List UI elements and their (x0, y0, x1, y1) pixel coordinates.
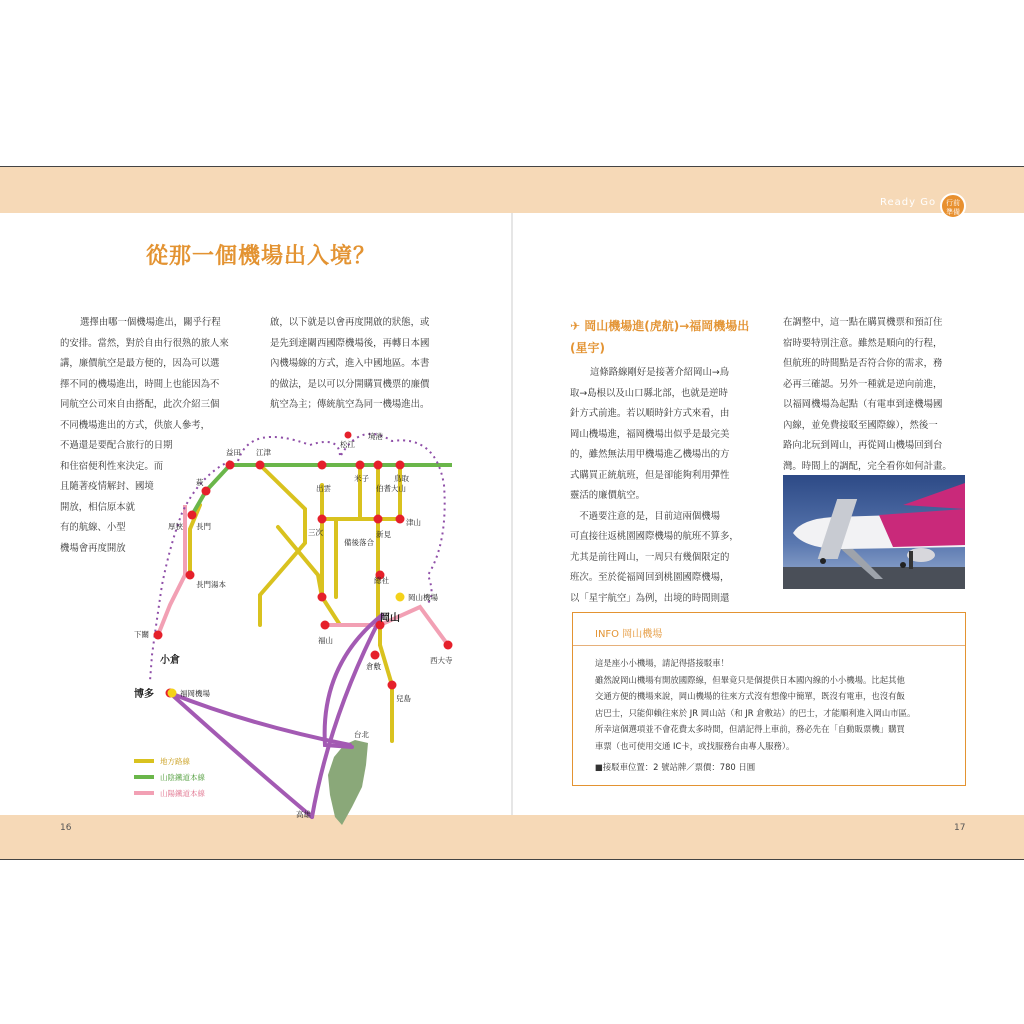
text-line: 內機場線的方式，進入中國地區。本書 (270, 358, 430, 369)
text-line: 必再三確認。另外一種就是逆向前進， (783, 378, 943, 390)
map-label: 岡山機場 (408, 593, 438, 602)
text-line: 班次。至於從福岡回到桃園國際機場， (570, 572, 730, 583)
map-label: 總社 (374, 576, 389, 585)
info-line: 店巴士，只能仰賴往來於 JR 岡山站（和 JR 倉敷站）的巴士，才能順利進入岡山市區。 (595, 707, 916, 718)
chapter-badge (940, 193, 966, 219)
text-line: 路向北玩到岡山，再從岡山機場回到台 (783, 440, 943, 451)
text-line: 同航空公司來自由搭配，此次介紹三個 (60, 399, 220, 410)
map-label: 米子 (354, 474, 369, 483)
left-page-number: 16 (60, 823, 72, 833)
text-line: 內線，並免費接駁至國際線），然後一 (783, 419, 938, 431)
text-line: 不過還是要配合旅行的日期 (60, 440, 173, 451)
text-line: 在調整中，這一點在購買機票和預訂住 (783, 317, 943, 328)
text-line: 以「星宇航空」為例，出境的時間則還 (570, 592, 730, 604)
text-line: 不同機場進出的方式，供旅人參考， (60, 419, 211, 431)
info-line: 所幸這個選項並不會花費太多時間，但請記得上車前，務必先在「自動販票機」購買 (595, 724, 905, 734)
airplane-photo (783, 475, 965, 589)
map-label: 萩 (196, 478, 204, 487)
text-line: 講，廉價航空是最方便的，因為可以選 (60, 358, 220, 369)
badge-line1: 行前 (946, 199, 960, 207)
page-title: 從那一個機場出入境？ (146, 244, 377, 269)
route-subhead (570, 315, 760, 359)
info-line: 雖然說岡山機場有開放國際線，但畢竟只是個提供日本國內線的小小機場。比起其他 (595, 674, 905, 685)
map-label: 鳥取 (394, 474, 409, 483)
taiwan-island (328, 740, 368, 825)
text-line: 開放，相信原本就 (60, 501, 136, 513)
map-label: 新見 (376, 530, 391, 539)
text-line: 靈活的廉價航空。 (570, 490, 646, 501)
map-label: 益田 (226, 448, 241, 457)
text-line: 但航班的時間點是否符合你的需求，務 (783, 358, 943, 369)
info-body (595, 655, 951, 754)
text-line: 不過要注意的是，目前這兩個機場 (570, 510, 721, 522)
map-label: 長門湯本 (196, 580, 226, 589)
right-column-2 (783, 313, 967, 477)
legend-label: 山陰鐵道本線 (160, 773, 205, 782)
text-line: 且隨著疫情解封、國境 (60, 481, 154, 492)
text-line: 可直接往返桃園國際機場的航班不算多， (570, 531, 739, 542)
info-divider (573, 645, 965, 646)
text-line: 擇不同的機場進出，時間上也能因為不 (60, 378, 220, 390)
info-heading: INFO 岡山機場 (595, 629, 663, 640)
book-spread (0, 166, 1024, 860)
subhead-text: 岡山機場進(虎航)→福岡機場出(星宇) (570, 319, 750, 355)
text-line: 有的航線、小型 (60, 522, 126, 533)
map-label: 境港 (368, 432, 383, 441)
map-label: 岡山 (380, 613, 400, 624)
map-label: 博多 (134, 689, 154, 700)
badge-line2: 準備 (946, 208, 960, 216)
text-line: 的安排。當然，對於自由行很熟的旅人來 (60, 337, 229, 349)
book-spine (511, 213, 513, 815)
text-line: 式購買正統航班，但是卻能夠利用彈性 (570, 469, 730, 481)
map-label: 西大寺 (430, 656, 453, 665)
text-line: 針方式前進。若以順時針方式來看，由 (570, 408, 730, 419)
map-label: 長門 (196, 522, 211, 531)
map-label: 津山 (406, 518, 421, 527)
text-line: 選擇由哪一個機場進出，關乎行程 (80, 317, 221, 328)
text-line: 的做法，是以可以分開購買機票的廉價 (270, 378, 430, 390)
map-label: 台北 (354, 730, 369, 739)
map-label: 福岡機場 (180, 689, 210, 698)
map-label: 出雲 (316, 484, 331, 493)
map-label: 小倉 (160, 655, 180, 666)
text-line: 取→島根以及山口縣北部，也就是逆時 (570, 387, 728, 399)
text-line: 宿時要特別注意。雖然是順向的行程， (783, 337, 943, 349)
map-label: 江津 (256, 448, 271, 457)
info-line: 車票（也可使用交通 IC卡，或找服務台由專人服務）。 (595, 740, 795, 751)
map-label: 厚狹 (168, 522, 183, 531)
text-line: 是先到達關西國際機場後，再轉日本國 (270, 337, 430, 349)
text-line: 啟，以下就是以會再度開啟的狀態，或 (270, 317, 430, 328)
legend-label: 山陽鐵道本線 (160, 789, 205, 798)
text-line: 航空為主；傳統航空為同一機場進出。 (270, 399, 430, 410)
text-line: 這條路線剛好是接著介紹岡山→鳥 (590, 367, 730, 378)
map-label: 松江 (340, 440, 355, 449)
info-footer: ■接駁車位置：2 號站牌／票價：780 日圓 (595, 762, 756, 772)
map-label: 福山 (318, 636, 333, 645)
airport-icon (168, 689, 177, 698)
airport-icon (396, 593, 405, 602)
right-page-number: 17 (954, 823, 966, 833)
map-legend (134, 756, 205, 798)
text-line: 和住宿便利性來決定。而 (60, 460, 164, 472)
map-label: 高雄 (296, 810, 311, 819)
info-box (572, 612, 966, 786)
text-line: 機場會再度開放 (60, 542, 126, 554)
legend-label: 地方路線 (160, 757, 190, 766)
map-label: 備後落合 (344, 538, 374, 547)
text-line: 灣。時間上的調配，完全看你如何計畫。 (783, 460, 952, 472)
right-column-1 (570, 363, 758, 609)
map-label: 三次 (308, 528, 323, 537)
map-label: 倉敷 (366, 662, 381, 671)
text-line: 以福岡機場為起點（有電車到達機場國 (783, 399, 943, 410)
route-map (130, 425, 470, 825)
plane-icon: ✈ (570, 319, 585, 333)
map-label: 兒島 (396, 694, 411, 703)
text-line: 岡山機場進，福岡機場出似乎是最完美 (570, 428, 730, 440)
ready-go-label: Ready Go (880, 197, 937, 208)
info-line: 這是座小小機場，請記得搭接駁車！ (595, 658, 729, 668)
left-column-2 (270, 313, 458, 416)
text-line: 尤其是前往岡山，一周只有幾個限定的 (570, 551, 730, 563)
map-label: 伯耆大山 (376, 484, 406, 493)
info-line: 交通方便的機場來說，岡山機場的往來方式沒有想像中簡單，既沒有電車，也沒有飯 (595, 691, 905, 701)
text-line: 的，雖然無法用甲機場進乙機場出的方 (570, 449, 730, 460)
header-band (0, 167, 1024, 213)
map-label: 下關 (134, 630, 149, 639)
